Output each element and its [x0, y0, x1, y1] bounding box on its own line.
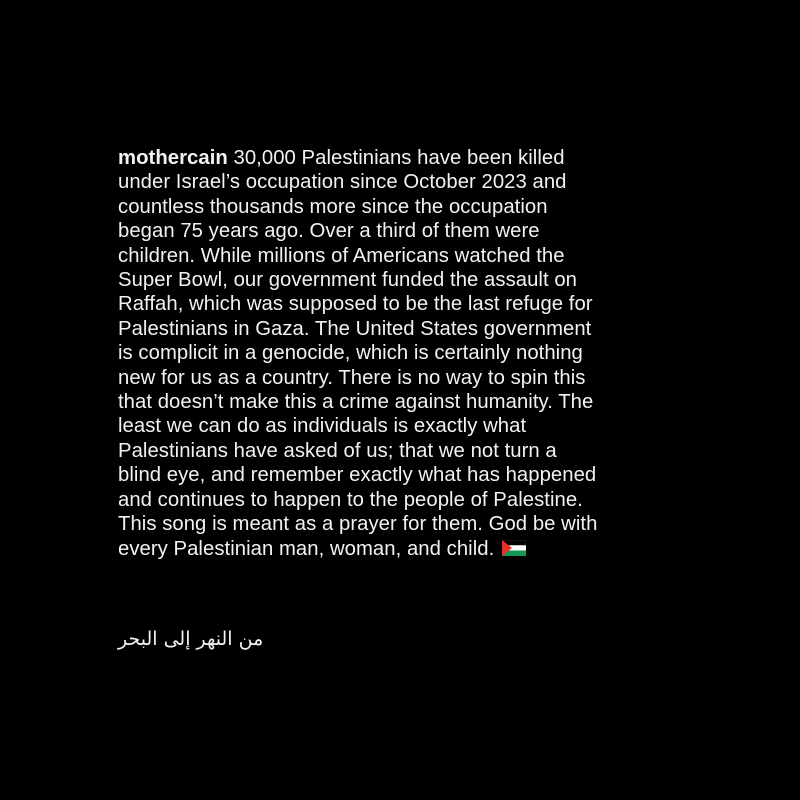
- caption-line: began 75 years ago. Over a third of them were: [118, 220, 540, 243]
- caption-line: under Israel’s occupation since October 2023 and: [118, 171, 567, 194]
- caption-line: and continues to happen to the people of Palestine.: [118, 488, 583, 511]
- caption-line: blind eye, and remember exactly what has happened: [118, 464, 597, 487]
- palestine-flag-icon: [502, 538, 526, 562]
- caption-line: is complicit in a genocide, which is certainly nothing: [118, 342, 583, 365]
- caption-line: new for us as a country. There is no way to spin this: [118, 366, 586, 389]
- caption-line: least we can do as individuals is exactly what: [118, 415, 527, 438]
- caption-line: every Palestinian man, woman, and child.: [118, 537, 495, 560]
- caption-block: [118, 146, 718, 562]
- caption-line-last: [118, 537, 718, 562]
- caption-line: children. While millions of Americans watched the: [118, 244, 565, 267]
- arabic-text: من النهر إلى البحر: [118, 628, 264, 650]
- caption-line: countless thousands more since the occupation: [118, 195, 548, 218]
- caption-line: Super Bowl, our government funded the assault on: [118, 269, 578, 292]
- caption-line: Palestinians in Gaza. The United States government: [118, 317, 592, 340]
- caption-line: This song is meant as a prayer for them. God be with: [118, 513, 598, 536]
- caption-line-1: [118, 146, 718, 170]
- caption-line: 30,000 Palestinians have been killed: [233, 147, 565, 169]
- username[interactable]: mothercain: [118, 147, 228, 169]
- caption-line: Palestinians have asked of us; that we not turn a: [118, 439, 557, 462]
- caption-text: [118, 146, 718, 562]
- caption-line: Raffah, which was supposed to be the last refuge for: [118, 293, 593, 316]
- caption-line: that doesn’t make this a crime against humanity. The: [118, 391, 594, 414]
